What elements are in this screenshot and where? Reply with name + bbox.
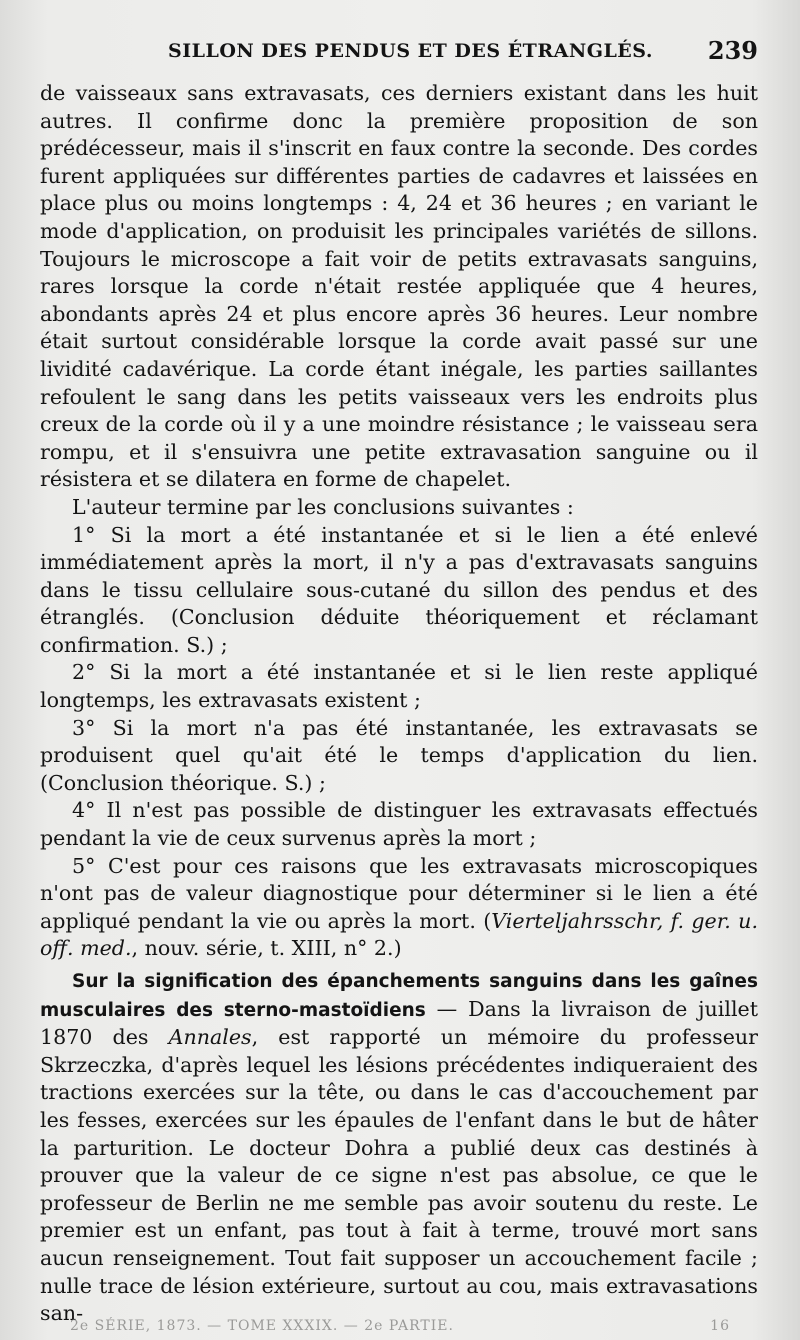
paragraph: de vaisseaux sans extravasats, ces derniers existant dans les huit autres. Il confirme donc la première proposition de son prédécesseur, mais il s'inscrit en faux contre la seconde. Des cordes furent appliquées sur différentes parties de cadavres et laissées en place plus ou moins longtemps : 4, 24 et 36 heures ; en variant le mode d'application, on produisit les principales variétés de sillons. Toujours le microscope a fait voir de petits extravasats sanguins, rares lorsque la corde n'était restée appliquée que 4 heures, abondants après 24 et plus encore après 36 heures. Leur nombre était surtout considérable lorsque la corde avait passé sur une lividité cadavérique. La corde étant inégale, les parties saillantes refoulent le sang dans les petits vaisseaux vers les endroits plus creux de la corde où il y a une moindre résistance ; le vaisseau sera rompu, et il s'ensuivra une petite extravasation sanguine ou il résistera et se dilatera en forme de chapelet. <box>40 81 758 492</box>
body-text <box>40 80 758 1328</box>
running-title: SILLON DES PENDUS ET DES ÉTRANGLÉS. <box>168 40 653 62</box>
conclusion-item <box>40 853 758 963</box>
conclusion-item: 2° Si la mort a été instantanée et si le lien reste appliqué longtemps, les extravasats existent ; <box>40 660 758 713</box>
conclusion-item: 1° Si la mort a été instantanée et si le lien a été enlevé immédiatement après la mort, il n'y a pas d'extravasats sanguins dans le tissu cellulaire sous-cutané du sillon des pendus et des étranglés. (Conclusion déduite théoriquement et réclamant confirmation. S.) ; <box>40 522 758 657</box>
citation-details: , nouv. série, t. XIII, n° 2.) <box>131 936 402 961</box>
section-text: , est rapporté un mémoire du professeur Skrzeczka, d'après lequel les lésions précédentes indiqueraient des tractions exercées sur la tête, ou dans le cas d'accouchement par les fesses, exercées sur les épaules de l'enfant dans le but de hâter la parturition. Le docteur Dohra a publié deux cas destinés à prouver que la valeur de ce signe n'est pas absolue, ce que le professeur de Berlin ne me semble pas avoir soutenu du reste. Le premier est un enfant, pas tout à fait à terme, trouvé mort sans aucun renseignement. Tout fait supposer un accouchement facile ; nulle trace de lésion extérieure, surtout au cou, mais extravasations san- <box>40 1025 758 1326</box>
conclusion-text: 5° C'est pour ces raisons que les extravasats microscopiques n'ont pas de valeur diagnostique pour déterminer si le lien a été appliqué pendant la vie ou après la mort. ( <box>40 853 758 933</box>
journal-citation: Vierteljahrsschr, f. ger. u. off. med. <box>40 908 758 961</box>
conclusion-item: 4° Il n'est pas possible de distinguer les extravasats effectués pendant la vie de ceux survenus après la mort ; <box>40 798 758 851</box>
section-text: — Dans la livraison de juillet 1870 des <box>40 996 758 1050</box>
section-heading: Sur la signification des épanchements sanguins dans les gaînes musculaires des sterno-mastoïdiens <box>40 971 758 1021</box>
section-paragraph <box>40 967 758 1328</box>
conclusion-item: 3° Si la mort n'a pas été instantanée, les extravasats se produisent quel qu'ait été le temps d'application du lien. (Conclusion théorique. S.) ; <box>40 715 758 795</box>
footer-signature: 2e SÉRIE, 1873. — TOME XXXIX. — 2e PARTIE. <box>70 1318 454 1334</box>
footer-sheet-number: 16 <box>710 1318 730 1334</box>
journal-title: Annales <box>168 1025 252 1050</box>
paragraph: L'auteur termine par les conclusions suivantes : <box>72 494 574 519</box>
page-header <box>40 36 758 72</box>
page-footer <box>70 1318 730 1334</box>
page-number: 239 <box>707 36 758 65</box>
